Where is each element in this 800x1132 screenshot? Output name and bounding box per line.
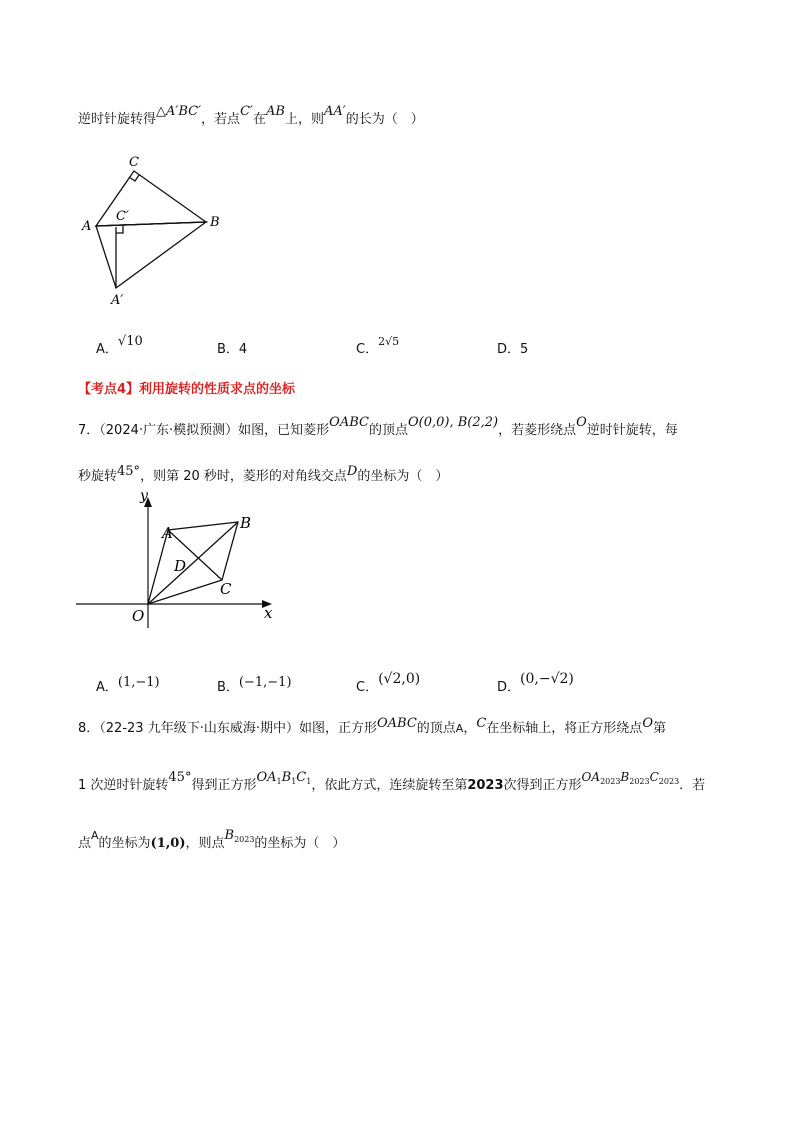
sym: B — [281, 770, 292, 785]
q8-count: 2023 — [467, 778, 504, 793]
option-value: 2√5 — [378, 335, 400, 348]
q7-source: （2024·广东·模拟预测） — [99, 423, 239, 438]
sym: B — [224, 828, 235, 843]
q7-text: 如图，已知菱形 — [238, 423, 330, 438]
q8-stem-line3 — [78, 828, 346, 851]
q8-text: ，则点 — [185, 836, 225, 851]
q6-point-c-prime: C′ — [240, 104, 253, 119]
q6-option-d[interactable] — [497, 338, 528, 357]
q7-rhombus-name: OABC — [329, 415, 369, 430]
sym: C — [296, 770, 307, 785]
q8-text: 如图，正方形 — [298, 721, 377, 736]
q7-number: 7． — [78, 423, 100, 438]
q8-number: 8． — [78, 721, 100, 736]
q6-label-c: C — [129, 155, 139, 170]
q6-label-a: A — [82, 219, 92, 234]
q6-option-b[interactable] — [217, 338, 247, 357]
sym: O — [581, 770, 592, 784]
q8-point-a: A — [455, 722, 464, 735]
q8-stem-line1 — [78, 717, 666, 736]
q7-option-a[interactable] — [96, 676, 160, 695]
q7-option-b[interactable] — [217, 676, 292, 695]
q7-text: 秒旋转 — [78, 469, 118, 484]
sym: B — [620, 770, 630, 784]
q7-point-d: D — [346, 464, 358, 479]
q6-text: 在 — [252, 112, 266, 127]
q6-label-b: B — [210, 215, 220, 230]
q7-text: 的顶点 — [368, 423, 408, 438]
q8-text: 点 — [78, 836, 92, 851]
q8-text: 的顶点 — [416, 721, 456, 736]
q6-triangle: △A′BC′ — [156, 104, 202, 119]
q6-label-c-prime: C′ — [116, 209, 129, 224]
q7-text: ，若菱形绕点 — [498, 423, 577, 438]
q6-option-a[interactable] — [96, 334, 143, 357]
q7-text: 逆时针旋转，每 — [586, 423, 678, 438]
option-letter: B． — [217, 342, 239, 357]
q8-text: 1 次逆时针旋转 — [78, 778, 169, 793]
option-value: (0,−√2) — [520, 671, 574, 687]
q6-text: 逆时针旋转得 — [78, 112, 157, 127]
subscript: 2023 — [600, 777, 621, 786]
q8-stem-line2 — [78, 770, 706, 793]
option-letter: C． — [356, 680, 379, 695]
q7-text: ，则第 20 秒时，菱形的对角线交点 — [140, 469, 347, 484]
q8-square-name: OABC — [376, 716, 417, 731]
q7-option-c[interactable] — [356, 671, 421, 695]
option-letter: C． — [356, 342, 379, 357]
q6-figure — [78, 150, 238, 310]
subscript: 1 — [291, 777, 297, 786]
subscript: 1 — [276, 777, 282, 786]
sym: C — [649, 770, 659, 784]
option-letter: B． — [217, 680, 239, 695]
subscript: 2023 — [658, 777, 680, 786]
q8-point-a: A — [91, 829, 99, 842]
q8-text: ， — [463, 721, 477, 736]
q8-text: 的坐标为 — [98, 836, 151, 851]
q7-label-o: O — [132, 607, 145, 625]
option-value: 4 — [238, 342, 248, 357]
q6-text: ，若点 — [201, 112, 241, 127]
q8-square-2023 — [582, 770, 680, 784]
q7-label-c: C — [220, 580, 232, 598]
option-letter: A． — [96, 342, 118, 357]
q7-coords: O(0,0), B(2,2) — [407, 415, 499, 430]
q7-text: 的坐标为（ ） — [357, 469, 449, 484]
q8-degree: 45° — [168, 770, 192, 785]
q7-option-d[interactable] — [497, 671, 574, 695]
q6-stem-line — [78, 104, 424, 127]
q8-text: 在坐标轴上，将正方形绕点 — [486, 721, 643, 736]
sym: A — [591, 770, 601, 784]
q8-point-c: C — [476, 716, 487, 731]
q8-text: ，依此方式，连续旋转至第 — [311, 778, 468, 793]
q7-label-d: D — [174, 557, 187, 575]
q6-label-a-prime: A′ — [111, 293, 124, 308]
sym: A — [267, 770, 277, 785]
q7-label-b: B — [240, 514, 252, 532]
subscript: 2023 — [629, 777, 650, 786]
q6-text: 的长为（ ） — [345, 112, 424, 127]
q8-coord-a: (1,0) — [150, 836, 186, 851]
q7-point-o: O — [576, 415, 587, 430]
q8-text: 第 — [652, 721, 666, 736]
option-value: (−1,−1) — [238, 675, 292, 690]
q8-square-1 — [256, 770, 311, 785]
subscript: 2023 — [234, 835, 255, 844]
option-letter: D． — [497, 342, 521, 357]
option-value: √10 — [117, 334, 143, 349]
q6-segment-aa: AA′ — [323, 104, 346, 119]
sym: O — [256, 770, 268, 785]
q6-segment-ab: AB — [265, 104, 285, 119]
q7-figure — [72, 488, 292, 633]
q8-source: （22-23 九年级下·山东威海·期中） — [99, 721, 299, 736]
q8-text: ．若 — [679, 778, 706, 793]
q6-option-c[interactable] — [356, 335, 400, 357]
q7-label-x: x — [264, 604, 273, 622]
option-letter: D． — [497, 680, 521, 695]
q7-stem-line1 — [78, 415, 678, 438]
q7-label-a: A — [162, 524, 173, 542]
q8-text: 得到正方形 — [191, 778, 257, 793]
subscript: 1 — [306, 777, 312, 786]
option-value: (√2,0) — [378, 671, 421, 687]
q7-label-y: y — [140, 488, 148, 504]
option-value: (1,−1) — [117, 675, 160, 690]
option-value: 5 — [520, 342, 529, 357]
q6-text: 上，则 — [284, 112, 324, 127]
option-letter: A． — [96, 680, 118, 695]
q8-point-o: O — [642, 716, 653, 731]
q7-degree: 45° — [117, 464, 141, 479]
q8-point-b2023 — [225, 828, 255, 843]
q8-text: 的坐标为（ ） — [254, 836, 346, 851]
q7-stem-line2 — [78, 465, 448, 484]
section-heading: 【考点4】利用旋转的性质求点的坐标 — [78, 382, 296, 397]
q8-text: 次得到正方形 — [503, 778, 582, 793]
